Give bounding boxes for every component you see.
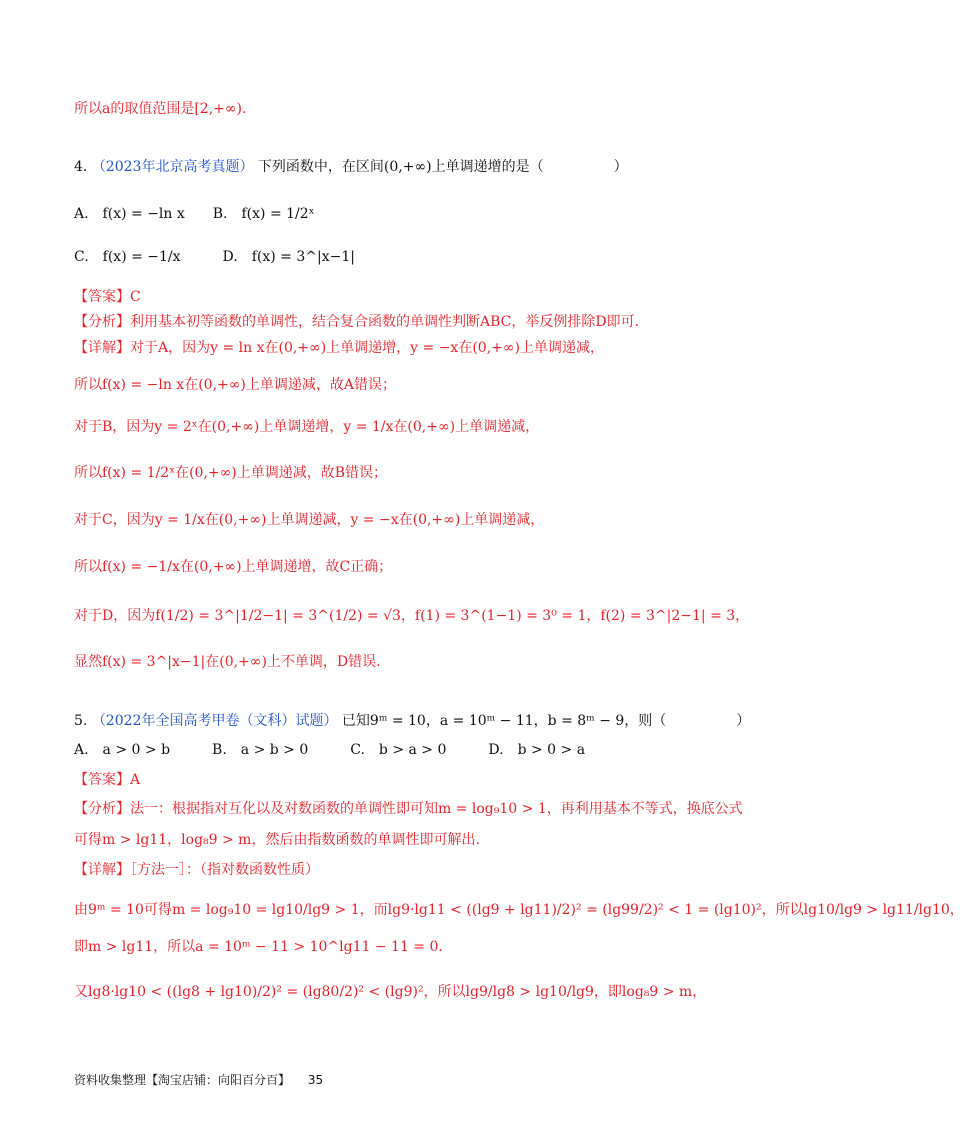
analysis-line-1: 【分析】法一：根据指对互化以及对数函数的单调性即可知m = log₉10 > 1，再利用基本不等式，换底公式 (74, 801, 743, 817)
options-a-d: A. a > 0 > b B. a > b > 0 C. b > a > 0 D. b > 0 > a (74, 742, 586, 758)
detail-line-3: 对于B，因为y = 2ˣ在(0,+∞)上单调递增，y = 1/x在(0,+∞)上单调递减， (74, 419, 540, 435)
page-number: 35 (307, 1073, 324, 1087)
question-stem: 已知9ᵐ = 10，a = 10ᵐ − 11，b = 8ᵐ − 9，则（ ） (341, 713, 751, 729)
answer-line: 【答案】C (74, 289, 141, 305)
question-source: （2023年北京高考真题） (91, 159, 254, 175)
question-4-header (74, 157, 628, 177)
options-c-d: C. f(x) = −1/x D. f(x) = 3^|x−1| (74, 249, 355, 265)
detail-line-7: 对于D，因为f(1/2) = 3^|1/2−1| = 3^(1/2) = √3，f(1) = 3^(1−1) = 3⁰ = 1，f(2) = 3^|2−1| = 3， (74, 608, 750, 624)
page-footer (74, 1071, 323, 1088)
analysis-line-2: 可得m > lg11，log₈9 > m，然后由指数函数的单调性即可解出. (74, 832, 480, 848)
options-a-b: A. f(x) = −ln x B. f(x) = 1/2ˣ (74, 206, 315, 222)
detail-line-5: 对于C，因为y = 1/x在(0,+∞)上单调递减，y = −x在(0,+∞)上单调递减， (74, 512, 545, 528)
question-source: （2022年全国高考甲卷（文科）试题） (91, 713, 338, 729)
detail-line-6: 所以f(x) = −1/x在(0,+∞)上单调递增，故C正确； (74, 559, 393, 575)
detail-line-4: 所以f(x) = 1/2ˣ在(0,+∞)上单调递减，故B错误； (74, 465, 388, 481)
detail-line-8: 显然f(x) = 3^|x−1|在(0,+∞)上不单调，D错误. (74, 654, 381, 670)
detail-line-1: 由9ᵐ = 10可得m = log₉10 = lg10/lg9 > 1，而lg9·lg11 < ((lg9 + lg11)/2)² = (lg99/2)² < 1 = (lg10)²，所以lg10/lg9 > lg11/lg10， (74, 902, 964, 918)
question-5-header (74, 711, 750, 731)
question-number: 5. (74, 713, 88, 729)
detail-line-2: 即m > lg11，所以a = 10ᵐ − 11 > 10^lg11 − 11 = 0. (74, 939, 443, 955)
detail-line-3: 又lg8·lg10 < ((lg8 + lg10)/2)² = (lg80/2)² < (lg9)²，所以lg9/lg8 > lg10/lg9，即log₈9 > m， (74, 984, 707, 1000)
analysis-line: 【分析】利用基本初等函数的单调性，结合复合函数的单调性判断ABC，举反例排除D即可. (74, 314, 640, 330)
answer-line: 【答案】A (74, 772, 141, 788)
detail-line-1: 【详解】对于A，因为y = ln x在(0,+∞)上单调递增，y = −x在(0,+∞)上单调递减， (74, 340, 605, 356)
question-number: 4. (74, 159, 88, 175)
question-stem: 下列函数中，在区间(0,+∞)上单调递增的是（ ） (257, 159, 628, 175)
detail-method-heading: 【详解】［方法一］：（指对数函数性质） (74, 862, 319, 878)
line-range-conclusion: 所以a的取值范围是[2,+∞). (74, 101, 247, 117)
detail-line-2: 所以f(x) = −ln x在(0,+∞)上单调递减，故A错误； (74, 377, 396, 393)
footer-text: 资料收集整理【淘宝店铺：向阳百分百】 (74, 1073, 291, 1087)
